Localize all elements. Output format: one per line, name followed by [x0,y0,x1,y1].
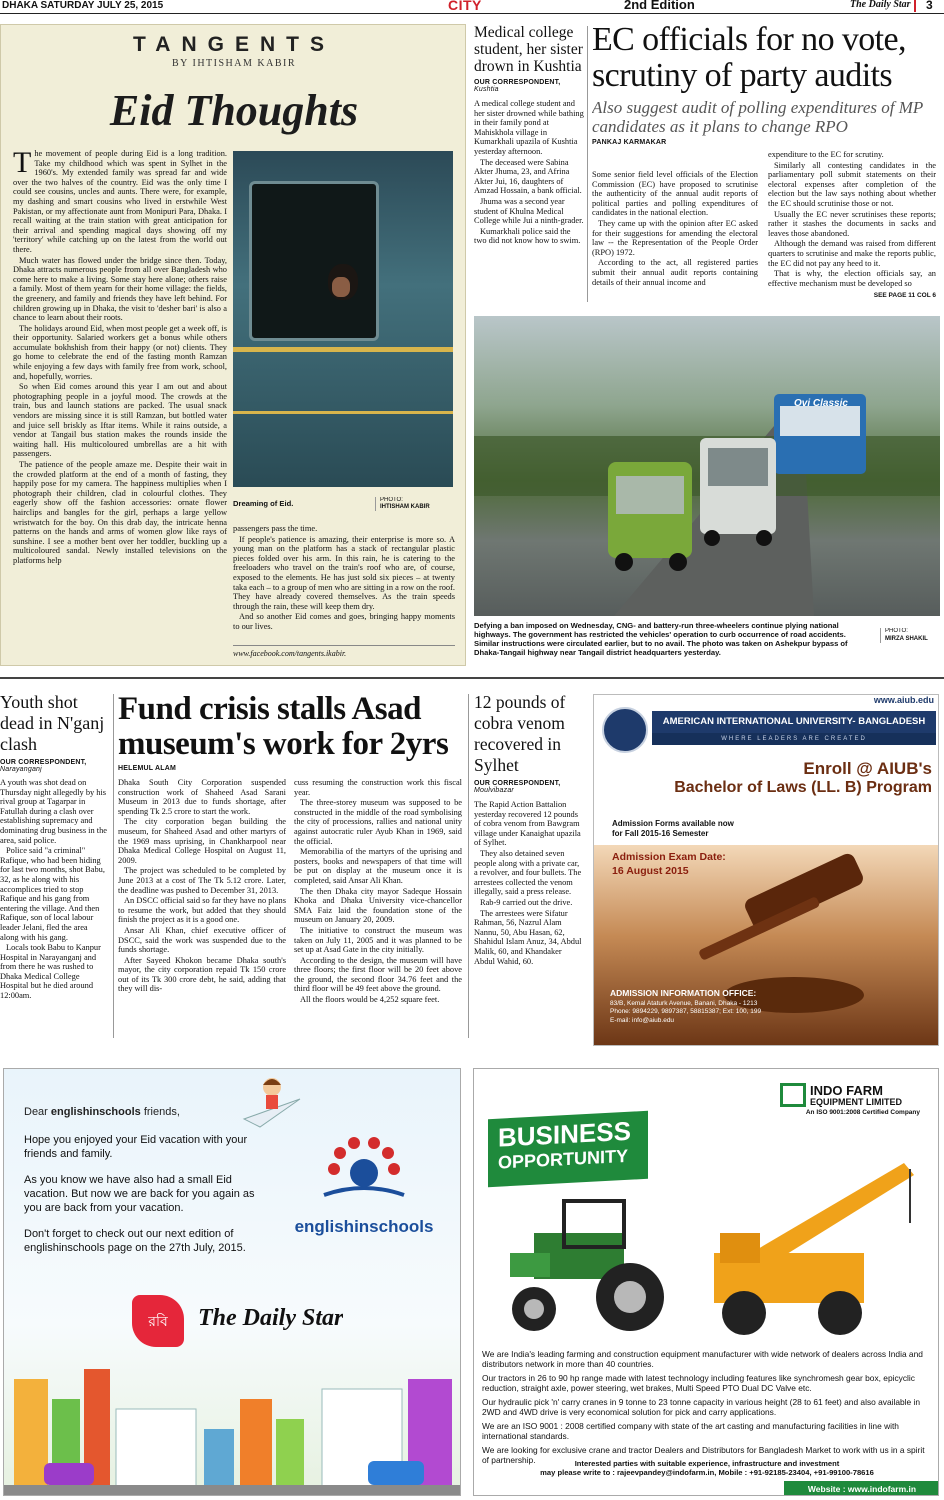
aiub-ad[interactable] [593,694,939,1046]
fund-para: After Sayeed Khokon became Dhaka south's mayor, the city corporation repaid Tk 150 crore out of its Tk 300 crore debt, he said, adding that they will dis- [118,955,286,994]
greeting-brand: englishinschools [50,1106,141,1118]
ec-para: Similarly all contesting candidates in the parliamentary poll submit statements on their electoral expenses after completion of the election but the law says nothing about whether the EC should scrutinise those or not. [768,160,936,208]
ec-col-2 [768,150,936,298]
daily-star-logo: The Daily Star [198,1305,344,1331]
business-banner [488,1111,648,1187]
ec-para: They came up with the opinion after EC asked for their suggestions for amending the electoral law -- the Representation of the People Order (RPO) 1972. [592,218,758,257]
photo-credit [375,497,455,511]
highway-photo [474,316,940,616]
medical-para: A medical college student and her sister drowned while bathing in their family pond at Mahiskhola village in Kumarkhali upazila of Kushtia yesterday afternoon. [474,99,584,156]
youth-headline: Youth shot dead in N'ganj clash [0,692,105,754]
indofarm-p2: Our tractors in 26 to 90 hp range made with latest technology including features like synchromesh gear box, epicyclic reduction, straight axle, power steering, wet brakes, Multi Speed PTO Dual DC Valve etc. [482,1373,915,1393]
highway-caption: Defying a ban imposed on Wednesday, CNG- and battery-run three-wheelers continue plying national highways. The government has restricted the vehicles' operation to curb occurrence of road accidents. Similar instructions were circulated earlier, but to no avail. The photo was taken on Ashekpur bypass of Dhaka-Tangail highway near Tangail district headquarters yesterday. [474,621,848,657]
cobra-story [474,692,584,1046]
highway-scene [474,316,940,616]
aiub-address: 83/B, Kemal Ataturk Avenue, Banani, Dhaka - 1213 [610,999,758,1007]
byline-place: Moulvibazar [474,787,514,794]
aiub-phone: Phone: 9894229, 9897387, 58815387; Ext: 100, 199 [610,1008,762,1015]
tangents-col-2 [233,524,455,644]
column-rule [113,694,114,1038]
cobra-para: The Rapid Action Battalion yesterday recovered 12 pounds of cobra venom from Bawgram village under Kanaighat upazila of Sylhet. [474,800,581,848]
divider [233,645,455,646]
indofarm-logo-icon [780,1083,806,1107]
youth-para: Police said "a criminal" Rafique, who had been hiding for last two months, shot Babu, 32, as he along with his accomplices tried to stop Rafique and his gang from entering the village. And then Rafique, son of local labour leader Jelani, fled the area along with his gang. [0,846,105,942]
tangents-para: So when Eid comes around this year I am out and about photographing people in a joyful mood. The crowds at the train, bus and launch stations are packed. The usual snack vendors are missing since it is still Ramzan, but bottled water and juice sell briskly as Iftar items. While it rains outside, a vendor at Tangail bus station makes the rounds inside the waiting hall. His multicoloured umbrellas are a hit with passengers. [13,382,227,459]
girl-face [332,277,350,297]
indofarm-p5: We are looking for exclusive crane and tractor Dealers and Distributors for Bangladesh Market to work with us in a spirit of partnership. [482,1445,925,1465]
medical-headline: Medical college student, her sister drown in Kushtia [474,24,583,75]
greeting-prefix: Dear [24,1106,51,1118]
ec-para: Although the demand was raised from different quarters to scrutinise and make the reports public, the EC did not pay any heed to it. [768,239,936,268]
wheel [704,530,720,546]
contact-line-2[interactable]: may please write to : rajeevpandey@indofarm.in, Mobile : +91-92185-23404, +91-99100-78616 [540,1468,874,1477]
tangents-para: passengers pass the time. [233,524,318,533]
medical-byline [474,79,584,93]
tangents-column [0,24,466,666]
indofarm-iso: An ISO 9001:2008 Certified Company [805,1109,920,1116]
tangents-kicker: TANGENTS [133,33,335,56]
banner-line-1: BUSINESS [498,1115,631,1153]
eis-logo-text: englishinschools [294,1217,434,1236]
fund-para: The city corporation began building the museum, for Shaheed Asad and other martyrs of the 1969 mass uprising, in Chankharpool near Dhaka Medical College Hospital on August 11, 2009. [118,817,286,865]
robi-logo: রবি [132,1295,184,1347]
photo-credit-label: PHOTO: [380,497,403,503]
cobra-para: Rab-9 carried out the drive. [480,897,573,907]
section-label: CITY [448,0,482,13]
tangents-title: Eid Thoughts [109,86,359,135]
medical-body [474,99,584,246]
fund-para: The then Dhaka city mayor Sadeque Hossain Khoka and Dhaka University vice-chancellor SMA Faiz laid the foundation stone of the museum on January 20, 2009. [294,886,462,925]
tractor-image [494,1193,684,1337]
eis-logo-icon [304,1129,424,1209]
cobra-para: The arrestees were Sifatur Rahman, 56, Nazrul Alam Nannu, 50, Abu Hasan, 62, Shahidul Islam Anuz, 34, Abdul Malik, 60, and Khandaker Abdul Wahid, 60. [474,908,582,966]
tangents-para: The patience of the people amaze me. Despite their wait in the crowded platform at the end of a month of fasting, they happily pose for my camera. The happiness multiplies when I photograph their children, clad in colourful clothes. They eagerly show off the fashion accessories: ornate flower hairclips and bangles for the girl, perhaps a large yellow wristwatch for the boy. On this drab day, the intricate henna patterns on the hands and arms of women glow like rays of sunshine. I see a mother bent over her toddler, buckling up a multicoloured sandal. Newly installed televisions on the platforms help [13,460,227,565]
indofarm-p1: We are India's leading farming and construction equipment manufacturer with wide network of dealers across India and distributors network in more than 40 countries. [482,1349,923,1369]
tangents-byline: BY IHTISHAM KABIR [171,58,297,69]
ec-para: Usually the EC never scrutinises these reports; rather it stashes the documents in sacks and leaves those abandoned. [768,209,936,238]
crane-image [694,1153,930,1343]
dateline: DHAKA SATURDAY JULY 25, 2015 [2,0,164,11]
tangents-para: The holidays around Eid, when most people get a week off, is their opportunity. Salaried workers get a bonus while others accumulate bokhshish from their happy (or not) clients. They go home to celebrate the end of the fasting month Ramzan while enjoying a few days with family free from work, school, and, hopefully, worries. [13,323,227,381]
aiub-program: Bachelor of Laws (LL. B) Program [674,779,932,796]
cobra-byline [474,780,584,794]
page-number: 3 [926,0,933,12]
indofarm-brand2: EQUIPMENT LIMITED [810,1097,902,1107]
indofarm-website[interactable]: Website : www.indofarm.in [784,1481,939,1496]
ec-para: According to the act, all registered parties submit their annual audit reports containing details of their annual income and [592,258,758,287]
city-skyline [4,1359,461,1496]
indofarm-p3: Our hydraulic pick 'n' carry cranes in 9 tonne to 23 tonne capacity in various height (28 to 61 feet) and also available in 2WD and 4WD drive is very economical solution for pick and carry applications. [482,1397,921,1417]
indofarm-ad[interactable] [473,1068,939,1496]
train-stripe [233,411,453,414]
gavel-photo [594,845,939,1046]
ec-jump[interactable]: SEE PAGE 11 COL 6 [873,292,936,299]
fund-headline: Fund crisis stalls Asad museum's work for 2yrs [118,692,449,762]
youth-body [0,778,108,1001]
train-stripe [233,347,453,352]
rickshaw-window [708,448,768,486]
tangents-para: If people's patience is amazing, their enterprise is more so. A young man on the platform has a stack of rectangular plastic pieces folded over his arm. In this rain, he is catering to the freeloaders who travel on the train's roof who are, of course, exposed to the elements. He has just sold six pieces – at twenty taka each – to a group of men who are sitting in a row on the roof. They have already covered themselves. As the train speeds through the rain, these will keep them dry. [233,534,455,611]
ec-col-1 [592,170,758,306]
aiub-tagline: WHERE LEADERS ARE CREATED [652,733,936,745]
ec-para: expenditure to the EC for scrutiny. [768,150,884,159]
aiub-name: AMERICAN INTERNATIONAL UNIVERSITY- BANGLADESH [652,711,936,733]
contact-line-1: Interested parties with suitable experience, infrastructure and investment [574,1459,840,1468]
fund-para: cuss resuming the construction work this fiscal year. [294,778,462,797]
ec-para: Some senior field level officials of the Election Commission (EC) have proposed to scrutinise the authenticity of the annual audit reports of political parties and polling expenditures of candidates in the national election. [592,170,758,218]
aiub-email[interactable]: E-mail: info@aiub.edu [610,1016,675,1024]
facebook-link[interactable]: www.facebook.com/tangents.ikabir. [233,649,347,658]
byline-place: Kushtia [474,86,499,93]
medical-para: Kumarkhali police said the two did not know how to swim. [474,226,581,246]
aiub-exam-date: 16 August 2015 [612,865,689,877]
greeting-suffix: friends, [140,1106,180,1118]
fund-story [118,692,464,1046]
fund-para: The initiative to construct the museum was taken on July 11, 2005 and it was planned to be set up at Asad Gate in the city initially. [294,925,462,955]
ec-story [592,22,940,308]
eis-p2: As you know we have also had a small Eid vacation. But now we are back for you again as you are back from your vacation. [24,1174,255,1214]
column-rule [587,26,588,302]
medical-para: Jhuma was a second year student of Khulna Medical College while Jui a ninth-grader. [474,196,584,226]
indofarm-brand: INDO FARM [810,1083,883,1098]
cobra-para: They also detained seven people along with a private car, a revolver, and four bullets. The arrestees collected the venom illegally, said a press release. [474,848,582,897]
bus-sign: Ovi Classic [794,398,848,409]
byline-text: OUR CORRESPONDENT, [474,780,561,787]
aiub-enroll: Enroll @ AIUB's [803,759,932,778]
paper-name: The Daily Star [850,0,911,10]
aiub-office-label: ADMISSION INFORMATION OFFICE: [610,989,757,998]
fund-para: All the floors would be 4,252 square feet. [300,995,440,1005]
youth-para: Locals took Babu to Kanpur Hospital in Narayanganj and from there he was rushed to Dhaka Medical College Hospital but he died around 12:00am. [0,943,101,1001]
youth-story [0,692,108,1046]
dropcap: T [13,149,32,179]
cng-window [616,476,684,514]
column-rule [468,694,469,1038]
indofarm-p4: We are an ISO 9001 : 2008 certified company with state of the art casting and manufacturing facilities in line with international standards. [482,1421,899,1441]
tangents-para: And so another Eid comes and goes, bringing happy moments to our lives. [233,612,455,631]
photo-caption: Dreaming of Eid. [233,499,294,508]
tangents-para: Much water has flowed under the bridge since then. Today, Dhaka attracts numerous people from all over Bangladesh who come here to make a living. Some stay here alone; others raise a family. Most of them yearn for their home village: the fields, the greenery, and family and friends they have left behind. For children growing up in Dhaka, the visit to 'desher bari' is also a chance to learn about their roots. [13,255,227,323]
indofarm-copy [482,1349,932,1469]
fund-para: The three-storey museum was supposed to be constructed in the middle of the road symbolising the city of processions, rallies and national unity against autocratic ruler Ayub Khan in 1969, said the official. [294,798,462,846]
train-window [249,181,379,341]
wheel [669,553,687,571]
ec-headline: EC officials for no vote, scrutiny of party audits [592,22,906,94]
aiub-exam-label: Admission Exam Date: [612,851,726,863]
fund-para: Memorabilia of the martyrs of the uprising and posters, books and newspapers of that time will be put on display at the museum once it is completed, said Ansar Ali Khan. [294,847,462,885]
masthead [0,0,944,14]
highway-credit [880,628,940,643]
aiub-semester: for Fall 2015-16 Semester [612,829,709,838]
aiub-forms: Admission Forms available now [612,819,734,828]
cobra-headline: 12 pounds of cobra venom recovered in Sylhet [474,692,566,775]
aiub-logo-icon [602,707,648,753]
fund-para: According to the design, the museum will have three floors; the first floor will be 20 feet above the ground, the second floor 34.76 feet and the third floor will be 49 feet above the ground. [294,955,462,994]
youth-byline [0,759,108,773]
indofarm-contact [482,1459,932,1477]
medical-para: The deceased were Sabina Akter Jhuma, 23, and Afrina Akter Jui, 16, daughters of Amzad Hossain, a bank official. [474,157,582,196]
englishinschools-ad[interactable] [3,1068,461,1496]
aiub-forms-block [612,819,912,839]
wheel [615,553,633,571]
fund-col-1 [118,778,286,1038]
bus-windshield [780,406,860,436]
fund-col-2 [294,778,462,1042]
aiub-url[interactable]: www.aiub.edu [873,695,934,705]
wheel [756,530,772,546]
medical-story [474,24,584,306]
ec-subhead: Also suggest audit of polling expenditures of MP candidates as it plans to change RPO [592,98,924,136]
byline-place: Narayanganj [0,766,42,773]
ec-byline: PANKAJ KARMAKAR [592,139,667,146]
tangents-col-1 [13,149,227,663]
eis-p1: Hope you enjoyed your Eid vacation with your friends and family. [24,1134,248,1160]
ec-para: That is why, the election officials say, an effective mechanism must be developed so [768,269,936,288]
fund-para: The project was scheduled to be completed by June 2013 at a cost of The Tk 5.12 crore. Later, the deadline was pushed to December 31, 2013. [118,866,286,895]
photo-credit-name: IHTISHAM KABIR [380,504,430,510]
section-divider [0,677,944,679]
byline-text: OUR CORRESPONDENT, [0,759,87,766]
cobra-body [474,800,584,966]
fund-para: An DSCC official said so far they have no plans to resume the work, but added that they should finish the project as it is a good one. [118,896,286,925]
fund-byline: HELEMUL ALAM [118,765,177,772]
byline-text: OUR CORRESPONDENT, [474,79,561,86]
fund-para: Ansar Ali Khan, chief executive officer of DSCC, said the work was suspended due to the funds shortage. [118,925,286,955]
eis-p3: Don't forget to check out our next edition of englishinschools page on the 27th July, 2015. [24,1228,246,1254]
youth-para: A youth was shot dead on Thursday night allegedly by his rival group at Tagarpar in Fatullah during a clash over establishing supremacy and dominating drug business in the area, said police. [0,778,108,845]
page-number-divider [914,0,916,12]
kid-plane-icon [240,1069,304,1133]
tangents-para: he movement of people during Eid is a long tradition. Take my childhood which was spent in Sylhet in the 1960's. My extended family was spread far and wide over the two halves of the country. Eid was the only time I could see cousins, uncles and aunts. There were, for example, my dashing and smart cousins who lived in erstwhile West Pakistan, or my affectionate aunt from Monipuri Para, Dhaka. I recall waiting at the train station with great anticipation for their arrival and spending magical days showing off my 'territory' while catching up on the latest from the world out there. [13,149,227,254]
edition-label: 2nd Edition [624,0,695,12]
banner-line-2: OPPORTUNITY [498,1145,629,1173]
fund-para: Dhaka South City Corporation suspended construction work of Shaheed Asad Sarani Museum in 2013 due to funds shortage, after spending Tk 2.5 crore to start the work. [118,778,286,816]
aiub-office [610,989,930,1025]
train-window-photo [233,151,453,487]
credit-name: MIRZA SHAKIL [885,635,928,642]
credit-label: PHOTO: [885,628,908,634]
